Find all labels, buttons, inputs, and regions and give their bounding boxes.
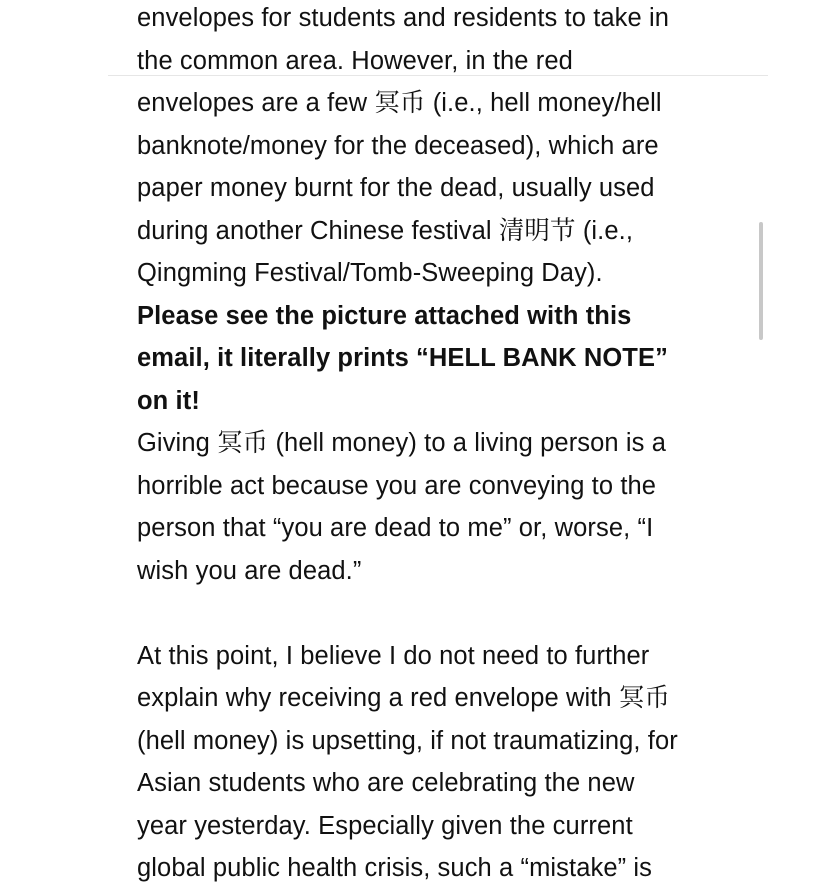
text-line: during another Chinese festival 清明节 (i.e., xyxy=(137,216,634,245)
text-line: Asian students who are celebrating the new xyxy=(137,769,635,797)
text-line: the common area. However, in the red xyxy=(137,46,573,75)
text-line: (hell money) is upsetting, if not traumatizing, for xyxy=(137,726,678,755)
text-line: explain why receiving a red envelope with 冥币 xyxy=(137,684,671,712)
email-body xyxy=(137,0,737,890)
text-line: banknote/money for the deceased), which are xyxy=(137,131,659,160)
text-line: envelopes for students and residents to take in xyxy=(137,4,670,32)
text-line: person that “you are dead to me” or, worse, “I xyxy=(137,514,654,542)
text-line: paper money burnt for the dead, usually used xyxy=(137,174,655,202)
text-line: At this point, I believe I do not need to further xyxy=(137,641,650,670)
scrollbar-thumb[interactable] xyxy=(759,222,763,340)
text-line: year yesterday. Especially given the current xyxy=(137,811,633,840)
text-line: envelopes are a few 冥币 (i.e., hell money/hell xyxy=(137,89,662,117)
text-line: Giving 冥币 (hell money) to a living person is a xyxy=(137,429,666,457)
paragraph-gap xyxy=(137,592,737,635)
text-line: global public health crisis, such a “mistake” is xyxy=(137,854,653,882)
bold-text-line: on it! xyxy=(137,386,200,415)
bold-text-line: email, it literally prints “HELL BANK NOTE” xyxy=(137,344,668,372)
text-line: horrible act because you are conveying to the xyxy=(137,471,657,500)
bold-text-line: Please see the picture attached with this xyxy=(137,301,632,330)
text-line: Qingming Festival/Tomb-Sweeping Day). xyxy=(137,259,603,287)
text-line: wish you are dead.” xyxy=(137,556,362,585)
